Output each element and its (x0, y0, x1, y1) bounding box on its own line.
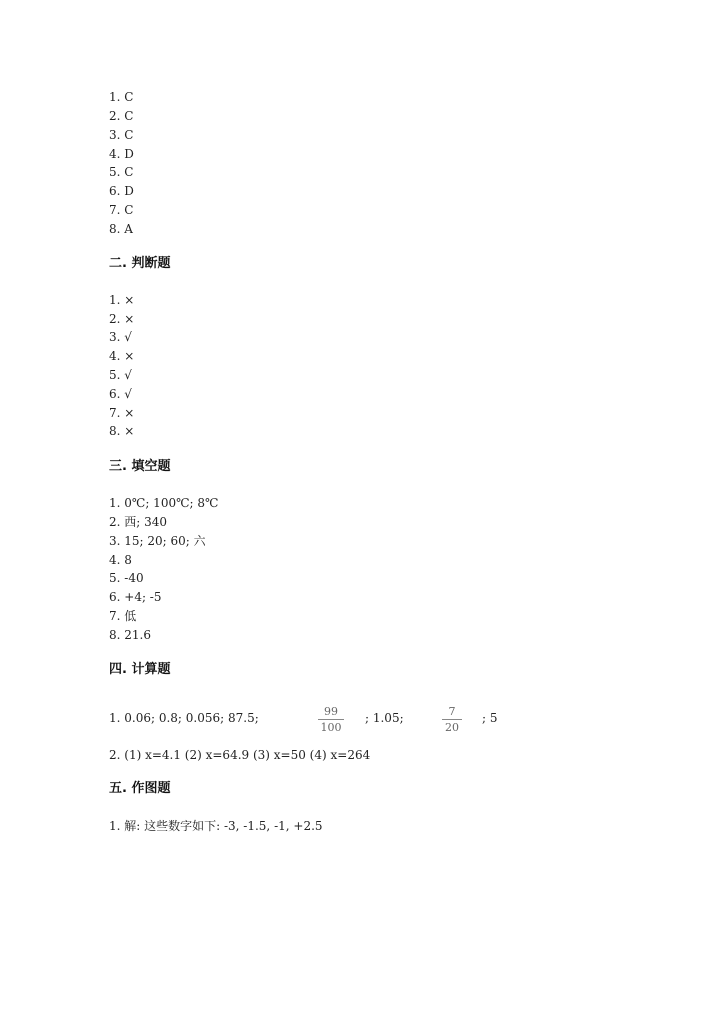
judgement-answer-1: 1. × (109, 293, 135, 307)
fill-answer-7: 7. 低 (109, 609, 137, 623)
judgement-answer-6: 6. √ (109, 387, 132, 401)
judgement-answer-5: 5. √ (109, 368, 132, 382)
choice-answer-6: 6. D (109, 184, 134, 198)
judgement-answer-8: 8. × (109, 424, 135, 438)
fraction-numerator: 7 (448, 705, 456, 718)
section-heading-drawing: 五. 作图题 (109, 781, 171, 796)
calc-answer-1-part3: ; 5 (482, 711, 498, 725)
fraction-7-20 (442, 705, 462, 734)
choice-answer-4: 4. D (109, 147, 134, 161)
section-heading-calculation: 四. 计算题 (109, 662, 171, 677)
fraction-99-100 (318, 705, 344, 734)
fill-answer-6: 6. +4; -5 (109, 590, 162, 604)
choice-answer-5: 5. C (109, 165, 134, 179)
choice-answer-8: 8. A (109, 222, 133, 236)
fraction-denominator: 100 (320, 721, 342, 734)
section-heading-judgement: 二. 判断题 (109, 256, 171, 271)
fill-answer-3: 3. 15; 20; 60; 六 (109, 534, 206, 548)
fraction-bar (318, 719, 344, 720)
choice-answer-2: 2. C (109, 109, 134, 123)
judgement-answer-7: 7. × (109, 406, 135, 420)
fraction-bar (442, 719, 462, 720)
fill-answer-5: 5. -40 (109, 571, 144, 585)
fill-answer-4: 4. 8 (109, 553, 132, 567)
choice-answer-7: 7. C (109, 203, 134, 217)
fill-answer-1: 1. 0℃; 100℃; 8℃ (109, 496, 219, 510)
fill-answer-8: 8. 21.6 (109, 628, 151, 642)
drawing-answer-1: 1. 解: 这些数字如下: -3, -1.5, -1, +2.5 (109, 819, 323, 833)
judgement-answer-4: 4. × (109, 349, 135, 363)
judgement-answer-3: 3. √ (109, 330, 132, 344)
fill-answer-2: 2. 西; 340 (109, 515, 168, 529)
judgement-answer-2: 2. × (109, 312, 135, 326)
calc-answer-1-part1: 1. 0.06; 0.8; 0.056; 87.5; (109, 711, 259, 725)
calc-answer-1-part2: ; 1.05; (365, 711, 404, 725)
calc-answer-2: 2. (1) x=4.1 (2) x=64.9 (3) x=50 (4) x=264 (109, 748, 371, 762)
choice-answer-1: 1. C (109, 90, 134, 104)
fraction-denominator: 20 (445, 721, 459, 734)
section-heading-fill-blank: 三. 填空题 (109, 459, 171, 474)
choice-answer-3: 3. C (109, 128, 134, 142)
fraction-numerator: 99 (324, 705, 338, 718)
